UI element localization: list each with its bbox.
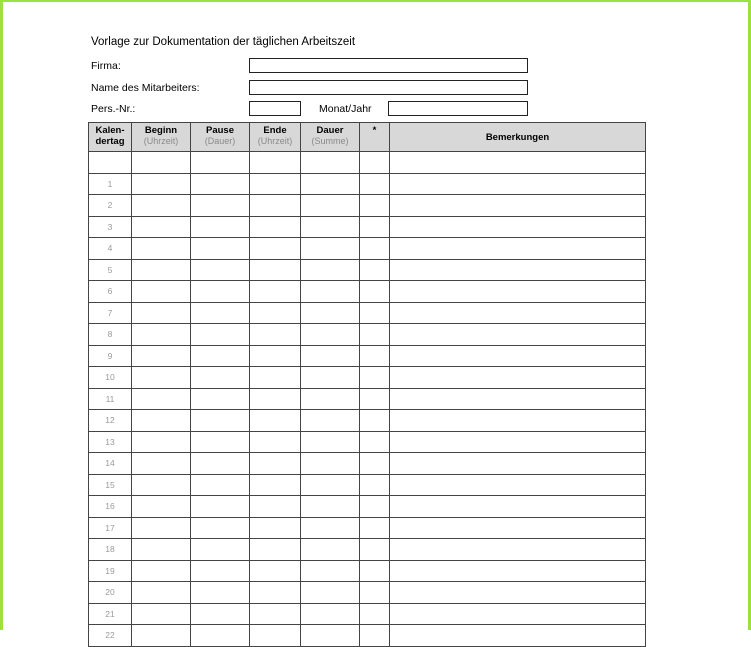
monat-jahr-label: Monat/Jahr	[319, 103, 372, 115]
beginn-cell[interactable]	[132, 453, 191, 475]
dauer-cell[interactable]	[301, 259, 360, 281]
dauer-cell[interactable]	[301, 367, 360, 389]
pause-cell[interactable]	[191, 474, 250, 496]
pause-cell[interactable]	[191, 410, 250, 432]
table-row	[89, 496, 646, 518]
table-row	[89, 173, 646, 195]
day-number-cell	[89, 152, 132, 174]
bemerkungen-cell[interactable]	[390, 496, 646, 518]
table-row	[89, 152, 646, 174]
bemerkungen-cell[interactable]	[390, 345, 646, 367]
day-number-cell: 3	[89, 216, 132, 238]
bemerkungen-cell[interactable]	[390, 152, 646, 174]
dauer-cell[interactable]	[301, 324, 360, 346]
day-number-cell: 4	[89, 238, 132, 260]
table-row	[89, 410, 646, 432]
ende-cell[interactable]	[250, 238, 301, 260]
beginn-cell[interactable]	[132, 281, 191, 303]
pause-cell[interactable]	[191, 367, 250, 389]
pause-cell[interactable]	[191, 324, 250, 346]
col-subtitle: (Dauer)	[204, 136, 236, 146]
table-row	[89, 195, 646, 217]
table-row	[89, 367, 646, 389]
beginn-cell[interactable]	[132, 496, 191, 518]
day-number-cell: 13	[89, 431, 132, 453]
table-row	[89, 388, 646, 410]
dauer-cell[interactable]	[301, 195, 360, 217]
pause-cell[interactable]	[191, 496, 250, 518]
beginn-cell[interactable]	[132, 367, 191, 389]
asterisk-cell[interactable]	[360, 560, 390, 582]
pause-cell[interactable]	[191, 625, 250, 647]
table-row	[89, 238, 646, 260]
bemerkungen-cell[interactable]	[390, 517, 646, 539]
pause-cell[interactable]	[191, 302, 250, 324]
bemerkungen-cell[interactable]	[390, 560, 646, 582]
day-number-cell: 17	[89, 517, 132, 539]
bemerkungen-cell[interactable]	[390, 367, 646, 389]
table-row	[89, 453, 646, 475]
dauer-cell[interactable]	[301, 152, 360, 174]
dauer-cell[interactable]	[301, 216, 360, 238]
ende-cell[interactable]	[250, 474, 301, 496]
asterisk-cell[interactable]	[360, 216, 390, 238]
ende-cell[interactable]	[250, 345, 301, 367]
pause-cell[interactable]	[191, 152, 250, 174]
firma-field[interactable]	[249, 58, 528, 73]
col-title: Dauer	[316, 125, 344, 136]
dauer-cell[interactable]	[301, 302, 360, 324]
ende-cell[interactable]	[250, 216, 301, 238]
dauer-cell[interactable]	[301, 517, 360, 539]
bemerkungen-cell[interactable]	[390, 625, 646, 647]
pause-cell[interactable]	[191, 173, 250, 195]
asterisk-cell[interactable]	[360, 195, 390, 217]
beginn-cell[interactable]	[132, 474, 191, 496]
col-title: Bemerkungen	[485, 131, 550, 143]
col-title: Pause	[206, 125, 234, 136]
beginn-cell[interactable]	[132, 259, 191, 281]
name-label: Name des Mitarbeiters:	[91, 82, 200, 94]
bemerkungen-cell[interactable]	[390, 238, 646, 260]
beginn-cell[interactable]	[132, 324, 191, 346]
ende-cell[interactable]	[250, 496, 301, 518]
beginn-cell[interactable]	[132, 431, 191, 453]
dauer-cell[interactable]	[301, 603, 360, 625]
day-number-cell: 11	[89, 388, 132, 410]
monat-jahr-field[interactable]	[388, 101, 528, 116]
bemerkungen-cell[interactable]	[390, 302, 646, 324]
table-row	[89, 539, 646, 561]
day-number-cell: 19	[89, 560, 132, 582]
col-asterisk	[360, 123, 390, 152]
day-number-cell: 15	[89, 474, 132, 496]
day-number-cell: 22	[89, 625, 132, 647]
dauer-cell[interactable]	[301, 582, 360, 604]
ende-cell[interactable]	[250, 173, 301, 195]
pause-cell[interactable]	[191, 431, 250, 453]
pause-cell[interactable]	[191, 388, 250, 410]
persnr-field[interactable]	[249, 101, 301, 116]
asterisk-cell[interactable]	[360, 410, 390, 432]
day-number-cell: 12	[89, 410, 132, 432]
table-row	[89, 474, 646, 496]
pause-cell[interactable]	[191, 560, 250, 582]
day-number-cell: 14	[89, 453, 132, 475]
day-number-cell: 6	[89, 281, 132, 303]
asterisk-cell[interactable]	[360, 453, 390, 475]
day-number-cell: 18	[89, 539, 132, 561]
ende-cell[interactable]	[250, 410, 301, 432]
asterisk-cell[interactable]	[360, 517, 390, 539]
asterisk-cell[interactable]	[360, 238, 390, 260]
asterisk-cell[interactable]	[360, 496, 390, 518]
col-kalendertag	[89, 123, 132, 152]
asterisk-cell[interactable]	[360, 345, 390, 367]
dauer-cell[interactable]	[301, 560, 360, 582]
col-title: Kalen- dertag	[95, 125, 125, 147]
day-number-cell: 7	[89, 302, 132, 324]
bemerkungen-cell[interactable]	[390, 216, 646, 238]
beginn-cell[interactable]	[132, 410, 191, 432]
table-row	[89, 324, 646, 346]
pause-cell[interactable]	[191, 539, 250, 561]
name-field[interactable]	[249, 80, 528, 95]
table-row	[89, 582, 646, 604]
pause-cell[interactable]	[191, 603, 250, 625]
col-subtitle: (Uhrzeit)	[257, 136, 293, 146]
ende-cell[interactable]	[250, 431, 301, 453]
table-row	[89, 259, 646, 281]
beginn-cell[interactable]	[132, 539, 191, 561]
col-title: Beginn	[144, 125, 178, 136]
asterisk-cell[interactable]	[360, 582, 390, 604]
col-subtitle: (Summe)	[311, 136, 349, 146]
dauer-cell[interactable]	[301, 281, 360, 303]
ende-cell[interactable]	[250, 281, 301, 303]
col-subtitle: (Uhrzeit)	[143, 136, 179, 146]
dauer-cell[interactable]	[301, 238, 360, 260]
asterisk-cell[interactable]	[360, 431, 390, 453]
table-row	[89, 431, 646, 453]
day-number-cell: 8	[89, 324, 132, 346]
pause-cell[interactable]	[191, 195, 250, 217]
bemerkungen-cell[interactable]	[390, 410, 646, 432]
asterisk-cell[interactable]	[360, 388, 390, 410]
asterisk-cell[interactable]	[360, 603, 390, 625]
bemerkungen-cell[interactable]	[390, 453, 646, 475]
persnr-label: Pers.-Nr.:	[91, 103, 136, 115]
asterisk-cell[interactable]	[360, 152, 390, 174]
beginn-cell[interactable]	[132, 625, 191, 647]
dauer-cell[interactable]	[301, 625, 360, 647]
asterisk-cell[interactable]	[360, 281, 390, 303]
asterisk-cell[interactable]	[360, 173, 390, 195]
table-row	[89, 603, 646, 625]
beginn-cell[interactable]	[132, 195, 191, 217]
beginn-cell[interactable]	[132, 345, 191, 367]
col-beginn	[132, 123, 191, 152]
dauer-cell[interactable]	[301, 539, 360, 561]
pause-cell[interactable]	[191, 281, 250, 303]
dauer-cell[interactable]	[301, 345, 360, 367]
table-row	[89, 302, 646, 324]
ende-cell[interactable]	[250, 625, 301, 647]
beginn-cell[interactable]	[132, 152, 191, 174]
beginn-cell[interactable]	[132, 302, 191, 324]
table-row	[89, 517, 646, 539]
bemerkungen-cell[interactable]	[390, 324, 646, 346]
table-row	[89, 216, 646, 238]
bemerkungen-cell[interactable]	[390, 173, 646, 195]
bemerkungen-cell[interactable]	[390, 431, 646, 453]
timesheet-table	[88, 122, 646, 647]
ende-cell[interactable]	[250, 560, 301, 582]
ende-cell[interactable]	[250, 582, 301, 604]
asterisk-cell[interactable]	[360, 324, 390, 346]
dauer-cell[interactable]	[301, 388, 360, 410]
col-title: *	[372, 125, 377, 136]
bemerkungen-cell[interactable]	[390, 603, 646, 625]
dauer-cell[interactable]	[301, 410, 360, 432]
beginn-cell[interactable]	[132, 238, 191, 260]
day-number-cell: 5	[89, 259, 132, 281]
beginn-cell[interactable]	[132, 603, 191, 625]
asterisk-cell[interactable]	[360, 539, 390, 561]
ende-cell[interactable]	[250, 517, 301, 539]
ende-cell[interactable]	[250, 324, 301, 346]
beginn-cell[interactable]	[132, 388, 191, 410]
table-row	[89, 281, 646, 303]
col-ende	[250, 123, 301, 152]
beginn-cell[interactable]	[132, 173, 191, 195]
table-row	[89, 625, 646, 647]
pause-cell[interactable]	[191, 582, 250, 604]
beginn-cell[interactable]	[132, 560, 191, 582]
document-title: Vorlage zur Dokumentation der täglichen Arbeitszeit	[91, 36, 356, 48]
day-number-cell: 16	[89, 496, 132, 518]
asterisk-cell[interactable]	[360, 367, 390, 389]
dauer-cell[interactable]	[301, 453, 360, 475]
ende-cell[interactable]	[250, 152, 301, 174]
col-title: Ende	[263, 125, 287, 136]
ende-cell[interactable]	[250, 259, 301, 281]
day-number-cell: 10	[89, 367, 132, 389]
dauer-cell[interactable]	[301, 173, 360, 195]
beginn-cell[interactable]	[132, 216, 191, 238]
bemerkungen-cell[interactable]	[390, 582, 646, 604]
pause-cell[interactable]	[191, 453, 250, 475]
pause-cell[interactable]	[191, 517, 250, 539]
day-number-cell: 9	[89, 345, 132, 367]
table-header-row	[89, 123, 646, 152]
ende-cell[interactable]	[250, 367, 301, 389]
bemerkungen-cell[interactable]	[390, 539, 646, 561]
pause-cell[interactable]	[191, 216, 250, 238]
ende-cell[interactable]	[250, 302, 301, 324]
bemerkungen-cell[interactable]	[390, 281, 646, 303]
pause-cell[interactable]	[191, 259, 250, 281]
ende-cell[interactable]	[250, 195, 301, 217]
col-dauer	[301, 123, 360, 152]
day-number-cell: 2	[89, 195, 132, 217]
bemerkungen-cell[interactable]	[390, 388, 646, 410]
bemerkungen-cell[interactable]	[390, 474, 646, 496]
table-row	[89, 345, 646, 367]
dauer-cell[interactable]	[301, 431, 360, 453]
ende-cell[interactable]	[250, 539, 301, 561]
dauer-cell[interactable]	[301, 474, 360, 496]
col-pause	[191, 123, 250, 152]
table-body	[89, 152, 646, 647]
asterisk-cell[interactable]	[360, 302, 390, 324]
day-number-cell: 21	[89, 603, 132, 625]
firma-label: Firma:	[91, 60, 121, 72]
day-number-cell: 20	[89, 582, 132, 604]
col-bemerkungen	[390, 123, 646, 152]
asterisk-cell[interactable]	[360, 474, 390, 496]
ende-cell[interactable]	[250, 603, 301, 625]
pause-cell[interactable]	[191, 238, 250, 260]
pause-cell[interactable]	[191, 345, 250, 367]
bemerkungen-cell[interactable]	[390, 195, 646, 217]
bemerkungen-cell[interactable]	[390, 259, 646, 281]
dauer-cell[interactable]	[301, 496, 360, 518]
beginn-cell[interactable]	[132, 582, 191, 604]
asterisk-cell[interactable]	[360, 625, 390, 647]
ende-cell[interactable]	[250, 453, 301, 475]
ende-cell[interactable]	[250, 388, 301, 410]
day-number-cell: 1	[89, 173, 132, 195]
beginn-cell[interactable]	[132, 517, 191, 539]
table-row	[89, 560, 646, 582]
asterisk-cell[interactable]	[360, 259, 390, 281]
